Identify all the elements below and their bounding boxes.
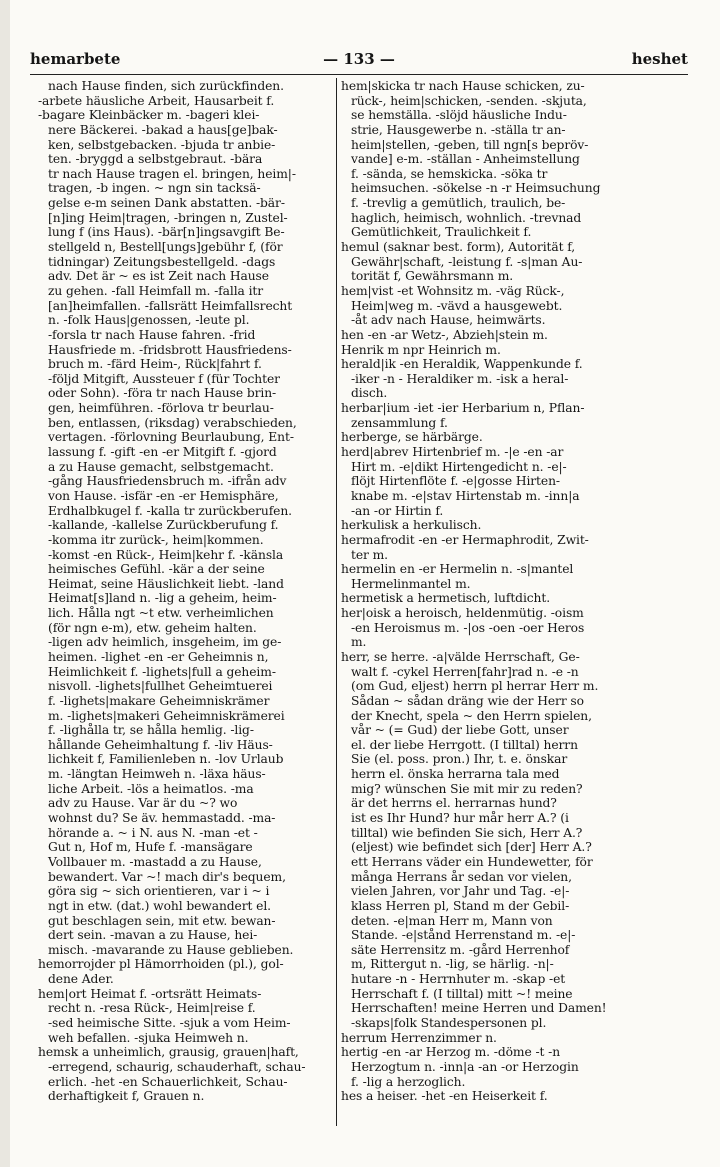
entry-line: lassung f. -gift -en -er Mitgift f. -gjord xyxy=(48,445,277,460)
header-right-guideword: heshet xyxy=(631,50,688,68)
entry-line: herd|abrev Hirtenbrief m. -|e -en -ar xyxy=(341,445,564,460)
entry-line: är det herrns el. herrarnas hund? xyxy=(351,796,557,811)
entry-line: många Herrans år sedan vor vielen, xyxy=(351,869,572,884)
entry-line: vertagen. -förlovning Beurlaubung, Ent- xyxy=(48,430,294,445)
entry-line: Herrschaft f. (I tilltal) mitt ~! meine xyxy=(351,986,573,1001)
entry-line: f. -lig a herzoglich. xyxy=(351,1074,466,1089)
entry-line: Erdhalbkugel f. -kalla tr zurückberufen. xyxy=(48,503,292,518)
entry-line: hem|ort Heimat f. -ortsrätt Heimats- xyxy=(38,986,262,1001)
entry-line: hörande a. ~ i N. aus N. -man -et - xyxy=(48,825,258,840)
entry-line: tidningar) Zeitungsbestellgeld. -dags xyxy=(48,254,276,269)
entry-line: Herzogtum n. -inn|a -an -or Herzogin xyxy=(351,1059,579,1074)
entry-line: Herrschaften! meine Herren und Damen! xyxy=(351,1001,607,1016)
entry-line: n. -folk Haus|genossen, -leute pl. xyxy=(48,313,250,328)
entry-line: knabe m. -e|stav Hirtenstab m. -inn|a xyxy=(351,488,580,503)
header-left-guideword: hemarbete xyxy=(30,50,121,68)
entry-line: ngt in etw. (dat.) wohl bewandert el. xyxy=(48,898,271,913)
entry-line: heim|stellen, -geben, till ngn[s bepröv- xyxy=(351,137,589,152)
entry-line: Gut n, Hof m, Hufe f. -mansägare xyxy=(48,840,253,855)
entry-line: f. -sända, se hemskicka. -söka tr xyxy=(351,166,548,181)
entry-line: heimen. -lighet -en -er Geheimnis n, xyxy=(48,649,269,664)
entry-line: mig? wünschen Sie mit mir zu reden? xyxy=(351,781,583,796)
entry-line: Heimat[s]land n. -lig a geheim, heim- xyxy=(48,591,277,606)
entry-line: derhaftigkeit f, Grauen n. xyxy=(48,1089,205,1104)
entry-line: -åt adv nach Hause, heimwärts. xyxy=(351,313,546,328)
entry-line: deten. -e|man Herr m, Mann von xyxy=(351,913,553,928)
entry-line: hemsk a unheimlich, grausig, grauen|haft, xyxy=(38,1045,299,1060)
entry-line: -sed heimische Sitte. -sjuk a vom Heim- xyxy=(48,1016,291,1030)
entry-line: weh befallen. -sjuka Heimweh n. xyxy=(48,1030,249,1045)
entry-line: Heimat, seine Häuslichkeit liebt. -land xyxy=(48,576,284,591)
entry-line: hen -en -ar Wetz-, Abzieh|stein m. xyxy=(341,327,548,342)
entry-line: göra sig ~ sich orientieren, var i ~ i xyxy=(48,884,270,899)
entry-line: ben, entlassen, (riksdag) verabschieden, xyxy=(48,415,297,430)
entry-line: lichkeit f, Familienleben n. -lov Urlaub xyxy=(48,752,284,767)
entry-line: Heimlichkeit f. -lighets|full a geheim- xyxy=(48,664,276,679)
entry-line: heimsuchen. -sökelse -n -r Heimsuchung xyxy=(351,181,601,196)
right-column xyxy=(341,79,631,1104)
entry-line: -an -or Hirtin f. xyxy=(351,503,444,518)
entry-line: ist es Ihr Hund? hur mår herr A.? (i xyxy=(351,811,569,826)
entry-line: se hemställa. -slöjd häusliche Indu- xyxy=(351,108,567,123)
entry-line: von Hause. -isfär -en -er Hemisphäre, xyxy=(48,488,279,503)
entry-line: Hausfriede m. -fridsbrott Hausfriedens- xyxy=(48,342,292,357)
entry-line: herberge, se härbärge. xyxy=(341,430,483,445)
entry-line: herbar|ium -iet -ier Herbarium n, Pflan- xyxy=(341,401,585,416)
entry-line: ter m. xyxy=(351,547,388,562)
entry-line: Gewähr|schaft, -leistung f. -s|man Au- xyxy=(351,254,583,269)
entry-line: herrn el. önska herrarna tala med xyxy=(351,767,560,782)
entry-line: hutare -n - Herrnhuter m. -skap -et xyxy=(351,972,566,987)
entry-line: bruch m. -färd Heim-, Rück|fahrt f. xyxy=(48,357,262,372)
entry-line: hem|vist -et Wohnsitz m. -väg Rück-, xyxy=(341,283,565,298)
entry-line: nach Hause finden, sich zurückfinden. xyxy=(48,79,284,93)
entry-line: dene Ader. xyxy=(48,972,114,987)
entry-line: adv zu Hause. Var är du ~? wo xyxy=(48,796,238,811)
entry-line: f. -trevlig a gemütlich, traulich, be- xyxy=(351,196,566,211)
entry-line: wohnst du? Se äv. hemmastadd. -ma- xyxy=(48,811,276,826)
entry-line: Hermelinmantel m. xyxy=(351,576,471,591)
page-number: — 133 — xyxy=(323,50,395,68)
entry-line: ten. -bryggd a selbstgebraut. -bära xyxy=(48,152,263,167)
entry-line: hermafrodit -en -er Hermaphrodit, Zwit- xyxy=(341,532,589,547)
entry-line: m. xyxy=(351,635,367,650)
entry-line: heimisches Gefühl. -kär a der seine xyxy=(48,562,265,577)
entry-line: der Knecht, spela ~ den Herrn spielen, xyxy=(351,708,592,723)
entry-line: vielen Jahren, vor Jahr und Tag. -e|- xyxy=(351,884,570,899)
entry-line: -skaps|folk Standespersonen pl. xyxy=(351,1016,547,1030)
entry-line: -en Heroismus m. -|os -oen -oer Heros xyxy=(351,620,585,635)
entry-line: herr, se herre. -a|välde Herrschaft, Ge- xyxy=(341,649,580,664)
entry-line: disch. xyxy=(351,386,388,401)
entry-line: lung f (ins Haus). -bär[n]ingsavgift Be- xyxy=(48,225,285,240)
entry-line: Henrik m npr Heinrich m. xyxy=(341,342,501,357)
entry-line: oder Sohn). -föra tr nach Hause brin- xyxy=(48,386,277,401)
entry-line: (eljest) wie befindet sich [der] Herr A.? xyxy=(351,840,592,855)
entry-line: tilltal) wie befinden Sie sich, Herr A.? xyxy=(351,825,583,840)
entry-line: recht n. -resa Rück-, Heim|reise f. xyxy=(48,1001,256,1016)
entry-line: Sådan ~ sådan dräng wie der Herr so xyxy=(351,693,584,708)
entry-line: liche Arbeit. -lös a heimatlos. -ma xyxy=(48,781,254,796)
header-rule xyxy=(30,74,688,75)
entry-line: strie, Hausgewerbe n. -ställa tr an- xyxy=(351,122,566,137)
entry-line: rück-, heim|schicken, -senden. -skjuta, xyxy=(351,93,587,108)
entry-line: zu gehen. -fall Heimfall m. -falla itr xyxy=(48,283,264,298)
entry-line: f. -lighets|makare Geheimniskrämer xyxy=(48,693,270,708)
entry-line: hemul (saknar best. form), Autorität f, xyxy=(341,240,576,255)
entry-line: vår ~ (= Gud) der liebe Gott, unser xyxy=(351,723,569,738)
entry-line: -komma itr zurück-, heim|kommen. xyxy=(48,532,264,547)
entry-line: -forsla tr nach Hause fahren. -frid xyxy=(48,327,256,342)
entry-line: hermelin en -er Hermelin n. -s|mantel xyxy=(341,562,574,577)
entry-line: flöjt Hirtenflöte f. -e|gosse Hirten- xyxy=(351,474,560,489)
page-header xyxy=(30,50,688,70)
entry-line: Stande. -e|stånd Herrenstand m. -e|- xyxy=(351,928,576,943)
entry-line: -komst -en Rück-, Heim|kehr f. -känsla xyxy=(48,547,284,562)
entry-line: Hirt m. -e|dikt Hirtengedicht n. -e|- xyxy=(351,459,567,474)
entry-line: -kallande, -kallelse Zurückberufung f. xyxy=(48,518,279,533)
entry-line: gut beschlagen sein, mit etw. bewan- xyxy=(48,913,276,928)
entry-line: misch. -mavarande zu Hause geblieben. xyxy=(48,942,294,957)
entry-line: walt f. -cykel Herren[fahr]rad n. -e -n xyxy=(351,664,579,679)
entry-line: m, Rittergut n. -lig, se härlig. -n|- xyxy=(351,957,554,972)
entry-line: stellgeld n, Bestell[ungs]gebühr f, (för xyxy=(48,240,283,255)
entry-line: el. der liebe Herrgott. (I tilltal) herrn xyxy=(351,737,578,752)
entry-line: hes a heiser. -het -en Heiserkeit f. xyxy=(341,1089,548,1104)
entry-line: zensammlung f. xyxy=(351,415,448,430)
entry-line: hertig -en -ar Herzog m. -döme -t -n xyxy=(341,1045,561,1060)
entry-line: (om Gud, eljest) herrn pl herrar Herr m. xyxy=(351,679,599,694)
entry-line: [an]heimfallen. -fallsrätt Heimfallsrecht xyxy=(48,298,293,313)
entry-line: Gemütlichkeit, Traulichkeit f. xyxy=(351,225,532,240)
entry-line: bewandert. Var ~! mach dir's bequem, xyxy=(48,869,286,884)
entry-line: gelse e-m seinen Dank abstatten. -bär- xyxy=(48,196,285,211)
entry-line: [n]ing Heim|tragen, -bringen n, Zustel- xyxy=(48,210,288,225)
entry-line: a zu Hause gemacht, selbstgemacht. xyxy=(48,459,274,474)
entry-line: nisvoll. -lighets|fullhet Geheimtuerei xyxy=(48,679,273,694)
entry-line: tr nach Hause tragen el. bringen, heim|- xyxy=(48,166,296,181)
entry-line: (för ngn e-m), etw. geheim halten. xyxy=(48,620,257,635)
scan-edge xyxy=(0,0,10,1167)
entry-line: torität f, Gewährsmann m. xyxy=(351,269,514,284)
entry-line: hemorrojder pl Hämorrhoiden (pl.), gol- xyxy=(38,957,284,972)
entry-line: klass Herren pl, Stand m der Gebil- xyxy=(351,898,570,913)
entry-line: tragen, -b ingen. ~ ngn sin tacksä- xyxy=(48,181,261,196)
entry-line: -gång Hausfriedensbruch m. -ifrån adv xyxy=(48,474,287,489)
left-column xyxy=(38,79,330,1104)
entry-line: gen, heimführen. -förlova tr beurlau- xyxy=(48,401,274,416)
entry-line: nere Bäckerei. -bakad a haus[ge]bak- xyxy=(48,122,278,137)
entry-line: vande] e-m. -ställan - Anheimstellung xyxy=(351,152,580,167)
entry-line: -erregend, schaurig, schauderhaft, schau- xyxy=(48,1059,306,1074)
entry-line: -bagare Kleinbäcker m. -bageri klei- xyxy=(38,108,260,123)
entry-line: ett Herrans väder ein Hundewetter, för xyxy=(351,854,593,869)
entry-line: lich. Hålla ngt ~t etw. verheimlichen xyxy=(48,606,274,621)
entry-line: herrum Herrenzimmer n. xyxy=(341,1030,497,1045)
entry-line: herald|ik -en Heraldik, Wappenkunde f. xyxy=(341,357,583,372)
entry-line: adv. Det är ~ es ist Zeit nach Hause xyxy=(48,269,269,284)
entry-line: haglich, heimisch, wohnlich. -trevnad xyxy=(351,210,582,225)
entry-line: f. -lighålla tr, se hålla hemlig. -lig- xyxy=(48,723,254,738)
entry-line: -iker -n - Heraldiker m. -isk a heral- xyxy=(351,371,569,386)
entry-line: ken, selbstgebacken. -bjuda tr anbie- xyxy=(48,137,276,152)
entry-line: Heim|weg m. -vävd a hausgewebt. xyxy=(351,298,563,313)
entry-line: hem|skicka tr nach Hause schicken, zu- xyxy=(341,79,585,93)
entry-line: erlich. -het -en Schauerlichkeit, Schau- xyxy=(48,1074,288,1089)
entry-line: m. -längtan Heimweh n. -läxa häus- xyxy=(48,767,266,782)
entry-line: Vollbauer m. -mastadd a zu Hause, xyxy=(48,854,262,869)
entry-line: m. -lighets|makeri Geheimniskrämerei xyxy=(48,708,285,723)
entry-line: herkulisk a herkulisch. xyxy=(341,518,482,533)
entry-line: dert sein. -mavan a zu Hause, hei- xyxy=(48,928,258,943)
entry-line: Sie (el. poss. pron.) Ihr, t. e. önskar xyxy=(351,752,568,767)
entry-line: säte Herrensitz m. -gård Herrenhof xyxy=(351,942,570,957)
entry-line: -följd Mitgift, Aussteuer f (für Tochter xyxy=(48,371,280,386)
entry-line: -ligen adv heimlich, insgeheim, im ge- xyxy=(48,635,282,650)
entry-line: -arbete häusliche Arbeit, Hausarbeit f. xyxy=(38,93,275,108)
entry-line: hållande Geheimhaltung f. -liv Häus- xyxy=(48,737,273,752)
entry-line: her|oisk a heroisch, heldenmütig. -oism xyxy=(341,606,584,621)
column-divider xyxy=(336,78,337,1126)
entry-line: hermetisk a hermetisch, luftdicht. xyxy=(341,591,551,606)
